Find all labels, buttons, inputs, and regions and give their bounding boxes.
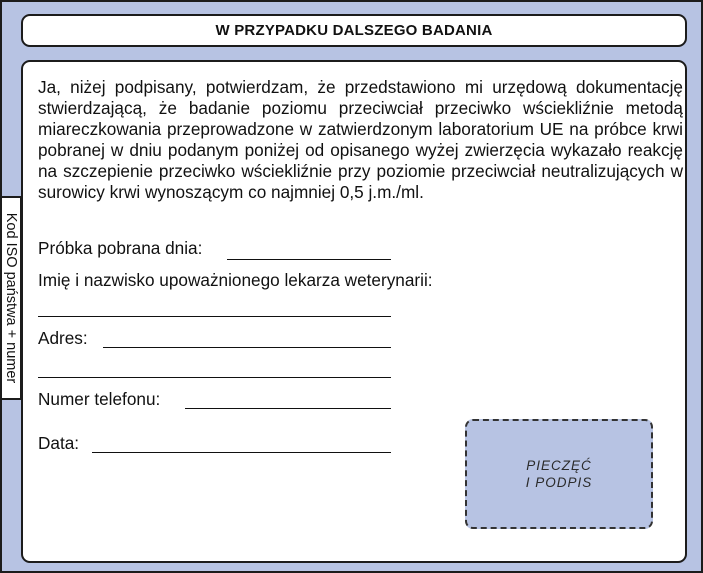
- phone-label: Numer telefonu:: [38, 389, 161, 409]
- vet-name-field[interactable]: [38, 316, 391, 317]
- phone-field[interactable]: [185, 408, 391, 409]
- sample-date-label: Próbka pobrana dnia:: [38, 238, 203, 258]
- declaration-statement: Ja, niżej podpisany, potwierdzam, że przedstawiono mi urzędową dokumentację stwierdzającą, że badanie poziomu przeciwciał przeciwko wściekliźnie metodą miareczkowania przeprowadzone w zatwierdzonym laboratorium UE na próbce krwi pobranej w dniu podanym poniżej od opisanego wyżej zwierzęcia wykazało reakcję na szczepienie przeciwko wściekliźnie przy poziomie przeciwciał neutralizujących w surowicy krwi wynoszącym co najmniej 0,5 j.m./ml.: [38, 77, 683, 202]
- stamp-line1: PIECZĘĆ: [526, 458, 592, 473]
- vet-name-label: Imię i nazwisko upoważnionego lekarza weterynarii:: [38, 270, 433, 290]
- address-label: Adres:: [38, 328, 88, 348]
- date-label: Data:: [38, 433, 80, 453]
- iso-code-text: Kod ISO państwa + numer: [3, 212, 19, 384]
- stamp-line2: I PODPIS: [525, 475, 593, 490]
- section-header: [21, 14, 687, 47]
- section-title: W PRZYPADKU DALSZEGO BADANIA: [215, 22, 493, 39]
- iso-code-side-label: [0, 196, 22, 400]
- address-field-line1[interactable]: [103, 347, 391, 348]
- sample-date-field[interactable]: [227, 259, 391, 260]
- date-field[interactable]: [92, 452, 391, 453]
- address-field-line2[interactable]: [38, 377, 391, 378]
- stamp-signature-box[interactable]: [465, 419, 653, 529]
